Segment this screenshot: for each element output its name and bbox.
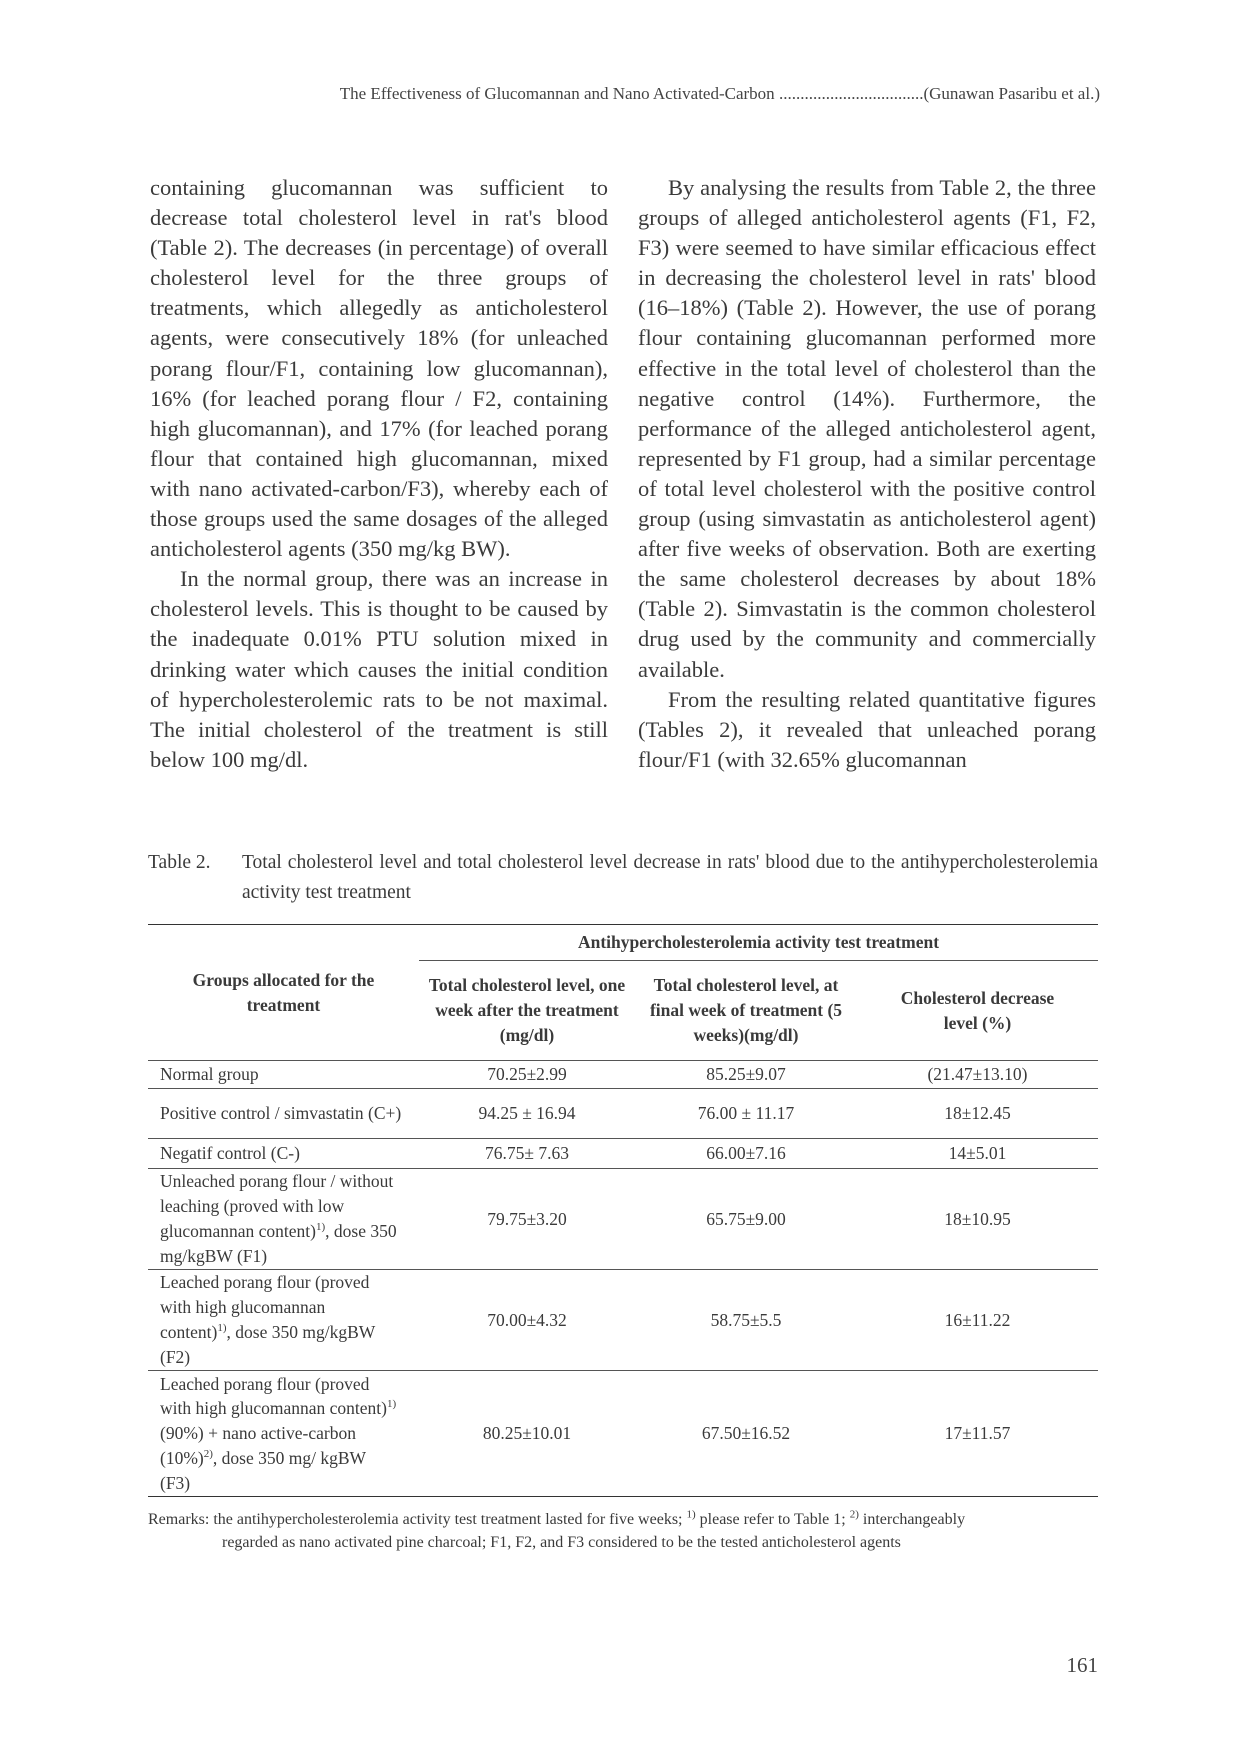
row-group-text: Unleached porang flour / without leaching (proved with low glucomannan content) bbox=[160, 1171, 394, 1241]
row-group bbox=[148, 1169, 419, 1270]
table-row bbox=[148, 1089, 1098, 1139]
row-cell: 58.75±5.5 bbox=[710, 1309, 782, 1330]
table-row bbox=[148, 1270, 1098, 1371]
row-group: Normal group bbox=[160, 1064, 259, 1085]
row-cell: 76.00 ± 11.17 bbox=[697, 1103, 795, 1124]
row-group bbox=[148, 1371, 419, 1497]
footnote-mark: 2) bbox=[203, 1448, 213, 1461]
row-group-text: , dose 350 mg/ kgBW (F3) bbox=[160, 1447, 366, 1493]
footnote-mark: 1) bbox=[316, 1221, 326, 1234]
row-cell: 17±11.57 bbox=[944, 1423, 1011, 1444]
right-paragraph-1: By analysing the results from Table 2, the three groups of alleged anticholesterol agents (F1, F2, F3) were seemed to have similar efficacious effect in decreasing the cholesterol level in rats' blood (16–18%) (Table 2). However, the use of porang flour containing glucomannan performed more effective in the total level of cholesterol than the negative control (14%). Furthermore, the performance of the alleged anticholesterol agent, represented by F1 group, had a similar percentage of total level cholesterol with the positive control group (using simvastatin as anticholesterol agent) after five weeks of observation. Both are exerting the same cholesterol decreases by about 18% (Table 2). Simvastatin is the common cholesterol drug used by the community and commercially available. bbox=[638, 175, 1096, 682]
row-cell: 70.25±2.99 bbox=[487, 1064, 567, 1085]
running-header bbox=[300, 84, 1100, 104]
remarks-text: the antihypercholesterolemia activity test treatment lasted for five weeks; bbox=[209, 1511, 687, 1528]
right-paragraph-2: From the resulting related quantitative figures (Tables 2), it revealed that unleached porang flour/F1 (with 32.65% glucomannan bbox=[638, 686, 1096, 772]
remarks-label: Remarks: bbox=[148, 1511, 210, 1528]
left-paragraph-2: In the normal group, there was an increase in cholesterol levels. This is thought to be caused by the inadequate 0.01% PTU solution mixed in drinking water which causes the initial condition of hypercholesterolemic rats to be not maximal. The initial cholesterol of the treatment is still below 100 mg/dl. bbox=[150, 566, 608, 772]
header-col-1: Total cholesterol level, one week after the treatment (mg/dl) bbox=[428, 975, 626, 1045]
left-paragraph-1: containing glucomannan was sufficient to decrease total cholesterol level in rat's blood (Table 2). The decreases (in percentage) of overall cholesterol level for the three groups of treatments, which allegedly as anticholesterol agents, were consecutively 18% (for unleached porang flour/F1, containing low glucomannan), 16% (for leached porang flour / F2, containing high glucomannan), and 17% (for leached porang flour that contained high glucomannan, mixed with nano activated-carbon/F3), whereby each of those groups used the same dosages of the alleged anticholesterol agents (350 mg/kg BW). bbox=[150, 175, 608, 562]
cholesterol-table bbox=[148, 924, 1098, 1497]
row-group-text: , dose 350 mg/kgBW (F1) bbox=[160, 1221, 397, 1266]
row-group bbox=[148, 1270, 419, 1371]
row-group-text: (90%) + nano active-carbon (10%) bbox=[160, 1423, 356, 1468]
running-authors: (Gunawan Pasaribu et al.) bbox=[923, 84, 1100, 103]
row-cell: 80.25±10.01 bbox=[482, 1423, 572, 1444]
header-span: Antihypercholesterolemia activity test treatment bbox=[419, 925, 1098, 961]
header-col-3: Cholesterol decrease level (%) bbox=[900, 987, 1055, 1033]
remarks-text: please refer to Table 1; bbox=[695, 1511, 850, 1528]
row-group: Positive control / simvastatin (C+) bbox=[160, 1103, 402, 1124]
row-group: Negatif control (C-) bbox=[160, 1143, 300, 1164]
row-cell: 66.00±7.16 bbox=[706, 1143, 786, 1164]
row-cell: 76.75± 7.63 bbox=[485, 1143, 569, 1164]
footnote-mark: 1) bbox=[217, 1322, 227, 1335]
footnote-mark: 2) bbox=[849, 1508, 859, 1521]
header-col-2: Total cholesterol level, at final week of treatment (5 weeks)(mg/dl) bbox=[649, 975, 843, 1045]
row-cell: 94.25 ± 16.94 bbox=[478, 1103, 576, 1124]
table-caption bbox=[148, 848, 1098, 908]
remarks-text: interchangeably bbox=[858, 1511, 966, 1528]
row-cell: 65.75±9.00 bbox=[706, 1208, 786, 1229]
left-column bbox=[150, 173, 608, 775]
table-row bbox=[148, 1061, 1098, 1089]
row-cell: 16±11.22 bbox=[944, 1309, 1011, 1330]
row-cell: 79.75±3.20 bbox=[487, 1208, 567, 1229]
row-cell: 18±12.45 bbox=[944, 1103, 1011, 1124]
table-row bbox=[148, 1169, 1098, 1270]
right-column bbox=[638, 173, 1096, 775]
leader-dots: .................................. bbox=[778, 84, 924, 103]
row-group-text: Leached porang flour (proved with high glucomannan content) bbox=[160, 1272, 370, 1342]
row-cell: (21.47±13.10) bbox=[927, 1064, 1028, 1085]
table-row bbox=[148, 1371, 1098, 1497]
table-remarks bbox=[148, 1508, 1098, 1554]
row-group-text: , dose 350 mg/kgBW (F2) bbox=[160, 1322, 375, 1367]
row-cell: 67.50±16.52 bbox=[701, 1423, 791, 1444]
row-cell: 18±10.95 bbox=[944, 1208, 1011, 1229]
row-cell: 70.00±4.32 bbox=[487, 1309, 567, 1330]
page-number: 161 bbox=[1066, 1653, 1098, 1677]
running-title: The Effectiveness of Glucomannan and Nano Activated-Carbon bbox=[339, 84, 775, 103]
table-caption-label: Table 2. bbox=[148, 852, 211, 873]
table-row bbox=[148, 1139, 1098, 1169]
footnote-mark: 1) bbox=[386, 1398, 397, 1411]
row-cell: 14±5.01 bbox=[948, 1143, 1007, 1164]
row-cell: 85.25±9.07 bbox=[706, 1064, 786, 1085]
table-caption-text: Total cholesterol level and total cholesterol level decrease in rats' blood due to the antihypercholesterolemia activity test treatment bbox=[242, 852, 1098, 903]
header-groups: Groups allocated for the treatment bbox=[192, 969, 375, 1015]
footnote-mark: 1) bbox=[686, 1508, 696, 1521]
remarks-line-2: regarded as nano activated pine charcoal; F1, F2, and F3 considered to be the tested anticholesterol agents bbox=[222, 1534, 901, 1551]
row-group-text: Leached porang flour (proved with high glucomannan content) bbox=[160, 1373, 387, 1419]
